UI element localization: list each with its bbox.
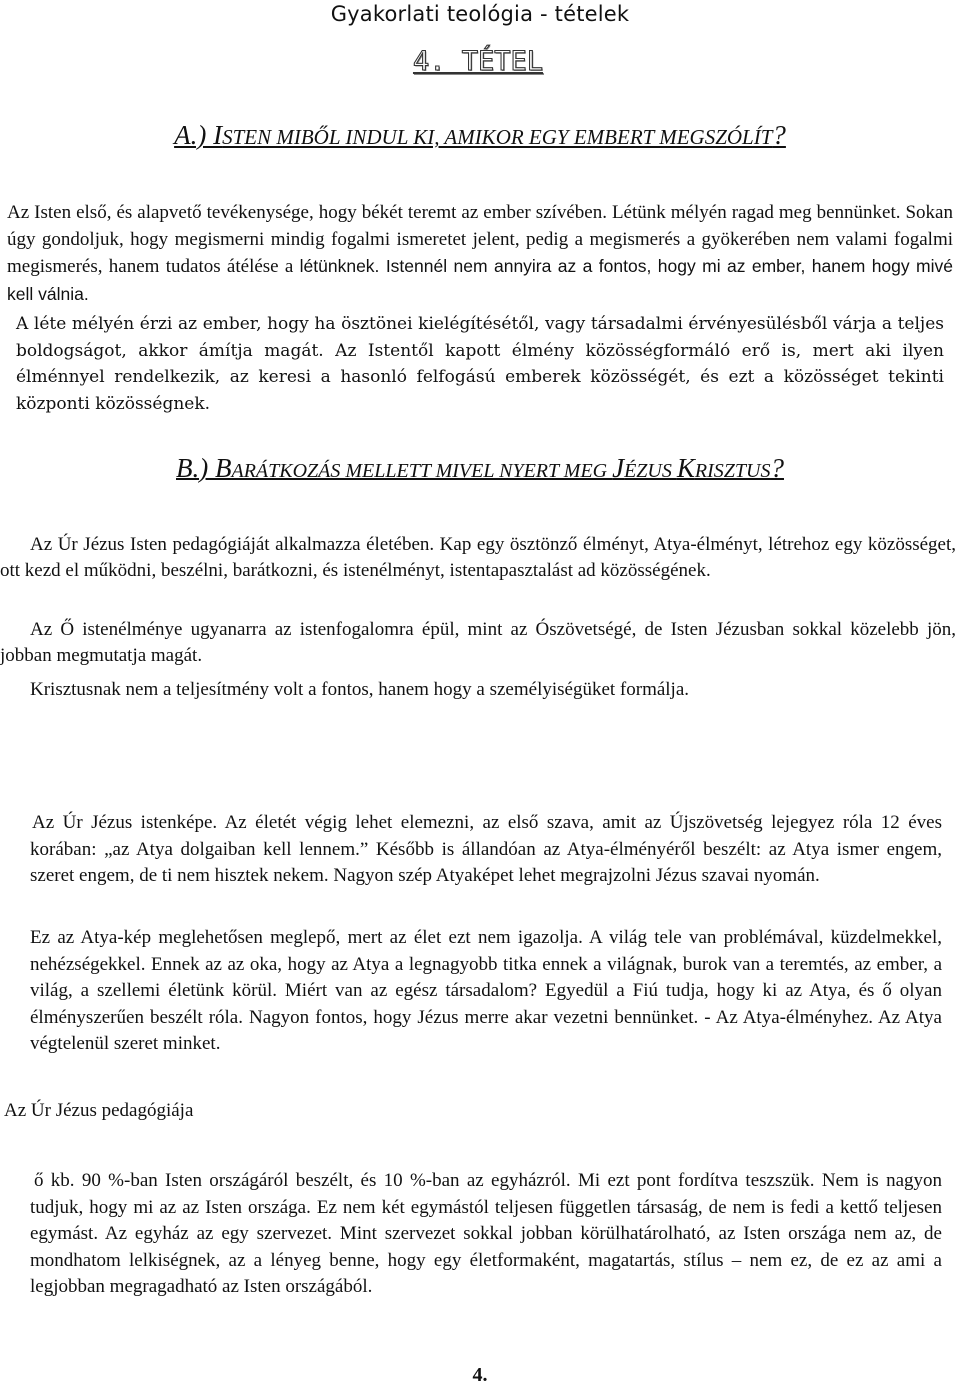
paragraph: Az Úr Jézus istenképe. Az életét végig lehet elemezni, az első szava, amit az Újszövetség lejegyez róla 12 éves korában: „az Atya dolgaiban kell lennem.” Később is állandóan az Atya-élményéről beszélt: az Atya ismer engem, szeret engem, de ti nem hisztek nekem. Nagyon szép Atyaképet lehet megrajzolni Jézus szavai nyomán.: [30, 812, 942, 886]
subheading: Az Úr Jézus pedagógiája: [4, 1100, 194, 1121]
section-b-prefix: B.) B: [176, 453, 232, 483]
section-b-text: RISZTUS: [694, 460, 771, 482]
chapter-title: 4. TÉTEL: [412, 46, 544, 77]
paragraph: Krisztusnak nem a teljesítmény volt a fontos, hanem hogy a személyiségüket formálja.: [30, 679, 690, 700]
paragraph: ő kb. 90 %-ban Isten országáról beszélt, és 10 %-ban az egyházról. Mi ezt pont fordítva teszszük. Nem is nagyon tudjuk, hogy mi az az Isten országa. Ez nem két egymástól teljesen független társaság, de nem is fedi a kettő teljesen egymást. Az egyház az egy szervezet. Mint szervezet sokkal jobban körülhatárolható, az Isten országa nem az, de mondhatom lelkiségnek, az a lényeg benne, hogy egy életformaként, magatartás, stílus – nem ez, de ez az ami a legjobban megragadható az Isten országából.: [30, 1170, 942, 1297]
paragraph: Az Úr Jézus Isten pedagógiáját alkalmazza életében. Kap egy ösztönző élményt, Atya-élményt, létrehoz egy közösséget, ott kezd el működni, beszélni, barátkozni, és istenélményt, istentapasztalást ad közösségének.: [0, 534, 956, 581]
section-a-heading: [0, 120, 960, 151]
section-b-text: J: [612, 453, 625, 483]
paragraph: [7, 200, 953, 308]
section-a-prefix: A.) I: [174, 120, 223, 150]
section-b-heading: [0, 453, 960, 484]
paragraph: Ez az Atya-kép meglehetősen meglepő, mert az élet ezt nem igazolja. A világ tele van problémával, küzdelmekkel, nehézségekkel. Ennek az az oka, hogy az Atya a legnagyobb titka ennek a világnak, burok van a teremtés, az ember, a világ, a szellemi életünk körül. Miért van az egész társadalom? Egyedül a Fiú tudja, hogy ki az Atya, és ő olyan élményszerűen beszélt róla. Nagyon fontos, hogy Jézus merre akar vezetni bennünket. - Az Atya-élményhez. Az Atya végtelenül szeret minket.: [30, 927, 942, 1054]
paragraph: Az Ő istenélménye ugyanarra az istenfogalomra épül, mint az Ószövetségé, de Isten Jézusban sokkal közelebb jön, jobban megmutatja magát.: [0, 619, 956, 666]
page-header: Gyakorlati teológia - tételek: [330, 2, 630, 26]
page-number: 4.: [472, 1364, 488, 1386]
paragraph-text: létünknek. Istennél nem annyira az a fontos, hogy mi az ember, hanem hogy mivé kell válnia.: [7, 256, 954, 304]
paragraph-text: Az Isten első, és alapvető tevékenysége, hogy békét teremt az ember szívében. Létünk mélyén ragad meg bennünket. Sokan úgy gondoljuk, hogy megismerni mindig fogalmi ismeretet jelent, pedig a megismerés a gyökerében nem valami fogalmi megismerés, hanem tudatos átélése a: [7, 202, 953, 277]
section-b-text: K: [676, 453, 695, 483]
section-a-suffix: ?: [772, 120, 786, 150]
section-b-text: ARÁTKOZÁS MELLETT MIVEL NYERT MEG: [231, 460, 613, 482]
section-a-text: STEN MIBŐL INDUL KI, AMIKOR EGY EMBERT MEGSZÓLÍT: [222, 125, 773, 149]
section-b-text: ÉZUS: [624, 460, 677, 482]
paragraph: A léte mélyén érzi az ember, hogy ha ösztönei kielégítésétől, vagy társadalmi érvényesülésből várja a teljes boldogságot, akkor ámítja magát. Az Istentől kapott élmény közösségformáló erő is, mert aki ilyen élménnyel rendelkezik, az keresi a hasonló felfogású emberek közösségét, és ezt a közösséget tekinti központi közösségnek.: [16, 314, 944, 414]
section-b-suffix: ?: [770, 453, 784, 483]
